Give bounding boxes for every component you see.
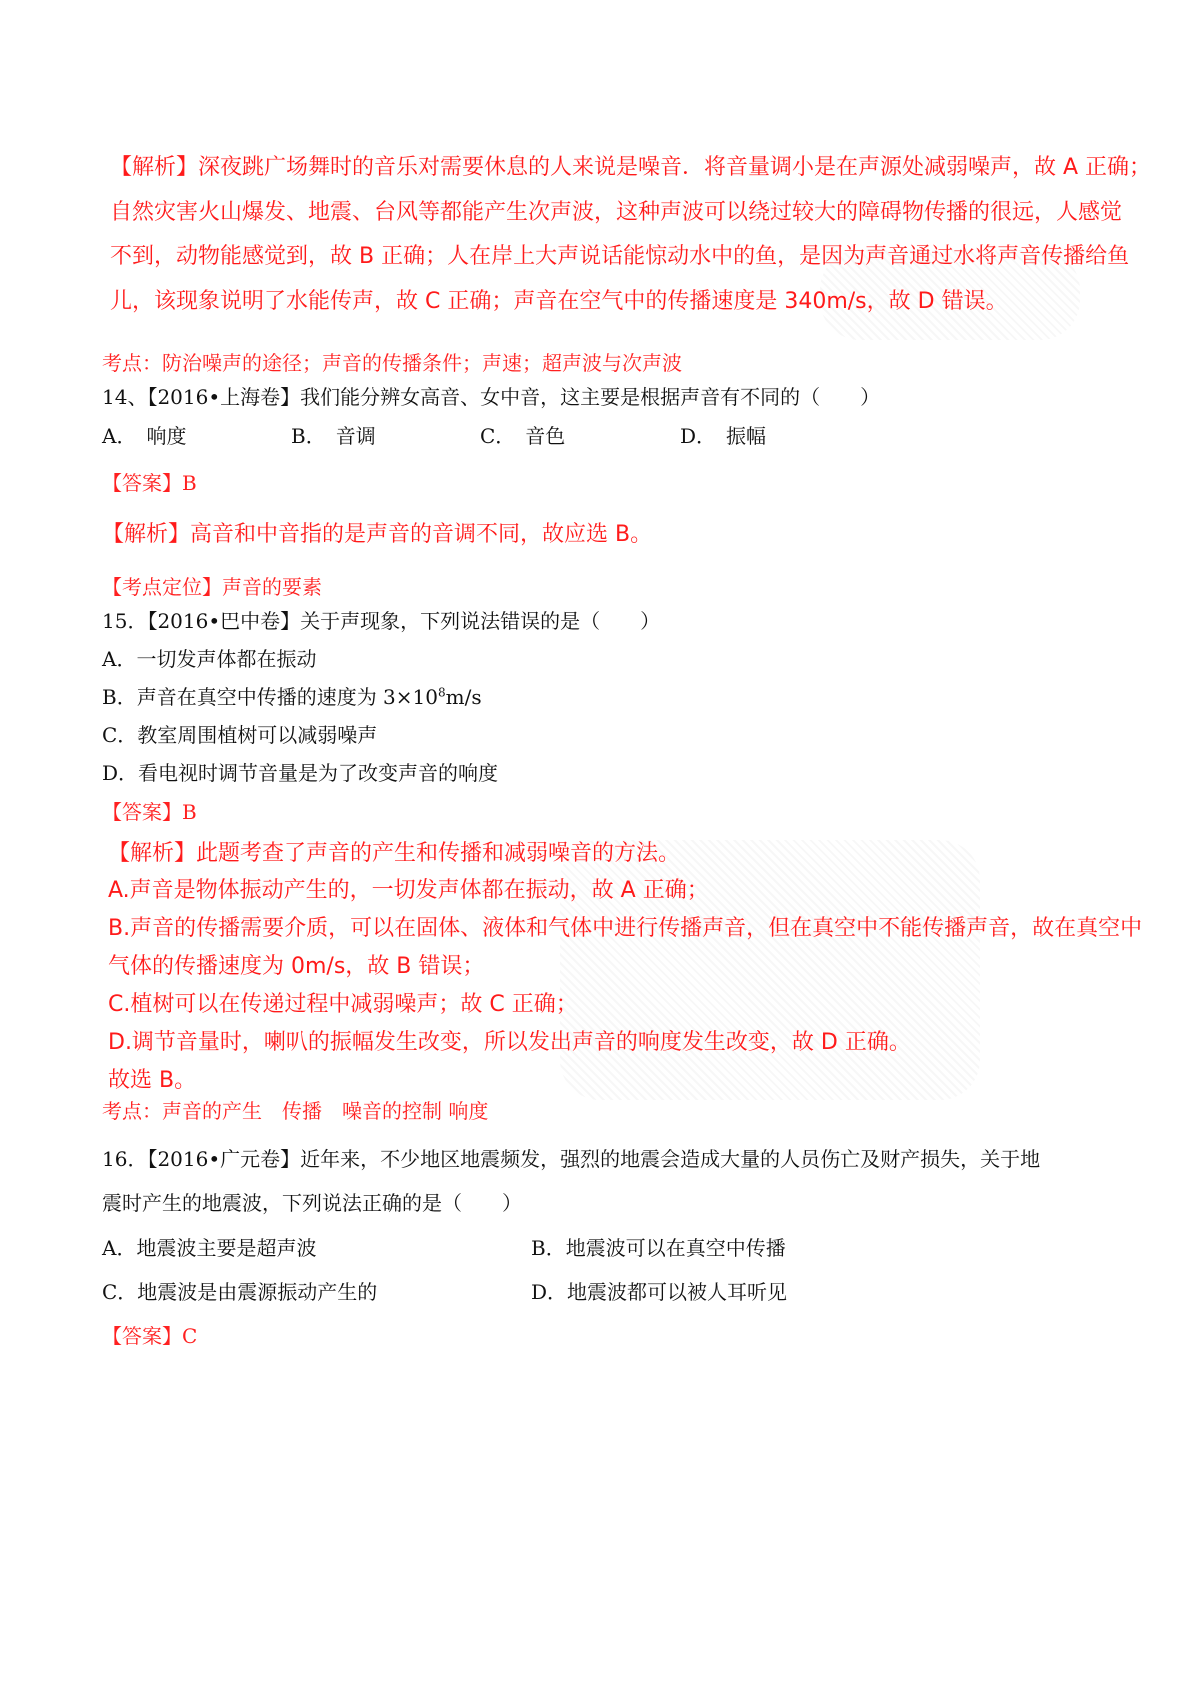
q15-analysis-line-4: 气体的传播速度为 0m/s，故 B 错误； <box>108 954 485 979</box>
q14-option-b: B． 音调 <box>291 424 376 448</box>
q16-answer: 【答案】C <box>102 1324 198 1348</box>
q16-stem-line-2: 震时产生的地震波，下列说法正确的是（ ） <box>102 1191 522 1215</box>
q16-option-d: D．地震波都可以被人耳听见 <box>531 1280 788 1304</box>
q13-analysis-line-2: 自然灾害火山爆发、地震、台风等都能产生次声波，这种声波可以绕过较大的障碍物传播的很远，人感觉 <box>110 200 1123 225</box>
q15-stem: 15．【2016•巴中卷】关于声现象，下列说法错误的是（ ） <box>102 609 661 633</box>
q14-analysis: 【解析】高音和中音指的是声音的音调不同，故应选 B。 <box>102 522 653 547</box>
q16-option-c: C．地震波是由震源振动产生的 <box>102 1280 378 1304</box>
q15-analysis-line-3: B.声音的传播需要介质，可以在固体、液体和气体中进行传播声音，但在真空中不能传播声音，故在真空中 <box>108 916 1143 941</box>
q15-option-c: C．教室周围植树可以减弱噪声 <box>102 723 378 747</box>
q15-analysis-line-5: C.植树可以在传递过程中减弱噪声；故 C 正确； <box>108 992 578 1017</box>
q15-option-a: A．一切发声体都在振动 <box>102 647 317 671</box>
q15-analysis-line-6: D.调节音量时，喇叭的振幅发生改变，所以发出声音的响度发生改变，故 D 正确。 <box>108 1030 911 1055</box>
q16-option-b: B．地震波可以在真空中传播 <box>531 1236 786 1260</box>
q15-answer: 【答案】B <box>102 800 197 824</box>
q14-stem: 14、【2016•上海卷】我们能分辨女高音、女中音，这主要是根据声音有不同的（ ） <box>102 385 881 409</box>
q15-option-b-exponent: 8 <box>438 685 446 700</box>
q15-option-b <box>102 684 482 710</box>
q14-answer: 【答案】B <box>102 471 197 495</box>
q15-kaodian: 考点：声音的产生 传播 噪音的控制 响度 <box>102 1099 489 1123</box>
q15-analysis-line-7: 故选 B。 <box>108 1068 197 1093</box>
q14-option-d: D． 振幅 <box>680 424 767 448</box>
q14-option-c: C． 音色 <box>480 424 566 448</box>
q16-option-a: A．地震波主要是超声波 <box>102 1236 317 1260</box>
q13-analysis-line-4: 儿，该现象说明了水能传声，故 C 正确；声音在空气中的传播速度是 340m/s，故 D 错误。 <box>110 289 1008 314</box>
q15-option-b-text: B．声音在真空中传播的速度为 3×10 <box>102 685 438 709</box>
q14-kaodian: 【考点定位】声音的要素 <box>102 575 322 599</box>
q15-analysis-line-1: 【解析】此题考查了声音的产生和传播和减弱噪音的方法。 <box>108 841 681 866</box>
q13-analysis-line-1: 【解析】深夜跳广场舞时的音乐对需要休息的人来说是噪音．将音量调小是在声源处减弱噪声，故 A 正确； <box>110 155 1152 180</box>
q15-option-b-unit: m/s <box>445 685 482 709</box>
q14-option-a: A． 响度 <box>102 424 187 448</box>
q15-analysis-line-2: A.声音是物体振动产生的，一切发声体都在振动，故 A 正确； <box>108 878 709 903</box>
q16-stem-line-1: 16．【2016•广元卷】近年来，不少地区地震频发，强烈的地震会造成大量的人员伤亡及财产损失，关于地 <box>102 1147 1041 1171</box>
q13-kaodian: 考点：防治噪声的途径；声音的传播条件；声速；超声波与次声波 <box>102 351 682 375</box>
q13-analysis-line-3: 不到，动物能感觉到，故 B 正确；人在岸上大声说话能惊动水中的鱼，是因为声音通过水将声音传播给鱼 <box>110 244 1130 269</box>
q15-option-d: D．看电视时调节音量是为了改变声音的响度 <box>102 761 499 785</box>
